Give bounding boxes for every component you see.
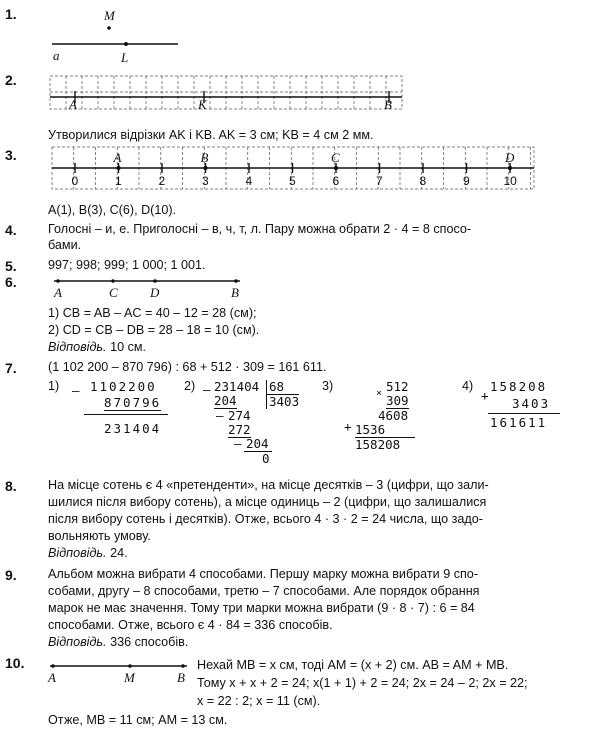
p10-label-b: B bbox=[177, 670, 185, 685]
p7-c3-times: × bbox=[376, 388, 383, 399]
p7-c1-tag: 1) bbox=[48, 379, 60, 393]
p10-line1: Нехай MB = x см, тоді AM = (x + 2) см. AB = AM + MB. bbox=[197, 658, 509, 672]
p7-c3-b: 309 bbox=[386, 393, 409, 408]
p8-line3: після вибору сотень і десятків). Отже, всього 4 · 3 · 2 = 24 числа, що задо- bbox=[48, 512, 483, 526]
p10-line4: Отже, MB = 11 см; AM = 13 см. bbox=[48, 713, 228, 727]
p7-c2-minus3: – bbox=[234, 436, 242, 451]
p3-tick-label: 10 bbox=[503, 174, 517, 188]
p9-answer-label: Відповідь. bbox=[48, 635, 107, 649]
p6-line2: 2) CD = CB – DB = 28 – 18 = 10 (см). bbox=[48, 323, 260, 337]
p6-label-a: A bbox=[54, 285, 62, 300]
p7-c3-p2: 1536 bbox=[355, 422, 386, 437]
p7-c3-plus: + bbox=[344, 419, 352, 434]
problem-8-number: 8. bbox=[5, 478, 17, 494]
p3-point bbox=[508, 166, 512, 170]
p3-tick-label: 4 bbox=[245, 174, 253, 188]
p3-tick-label: 7 bbox=[376, 174, 383, 188]
p3-text: A(1), B(3), C(6), D(10). bbox=[48, 203, 177, 217]
p7-c3-a: 512 bbox=[386, 379, 409, 394]
p7-c1-a: 1102200 bbox=[90, 379, 157, 394]
p7-c4-b: 3403 bbox=[512, 396, 551, 411]
p6-answer-value: 10 см. bbox=[110, 340, 147, 354]
p7-c2-tag: 2) bbox=[184, 379, 196, 393]
p7-c2-s3: 272 bbox=[228, 422, 251, 437]
p9-line1: Альбом можна вибрати 4 способами. Першу марку можна вибрати 9 спо- bbox=[48, 567, 479, 581]
p7-c2-s1: 204 bbox=[214, 393, 237, 408]
p6-label-b: B bbox=[231, 285, 239, 300]
p7-c3-r: 158208 bbox=[355, 437, 401, 452]
p10-line3: x = 22 : 2; x = 11 (см). bbox=[197, 694, 321, 708]
p10-label-a: A bbox=[48, 670, 56, 685]
p7-c4-plus: + bbox=[481, 388, 489, 403]
p7-c2-s2: 274 bbox=[228, 408, 251, 423]
p6-answer-label: Відповідь. bbox=[48, 340, 107, 354]
p1-label-m: M bbox=[104, 8, 115, 23]
p8-line1: На місце сотень є 4 «претенденти», на місце десятків – 3 (цифри, що зали- bbox=[48, 478, 489, 492]
p7-c3-rule bbox=[355, 437, 415, 438]
problem-3-number: 3. bbox=[5, 147, 17, 163]
p8-answer-value: 24. bbox=[110, 546, 128, 560]
p7-c2-dividend: 231404 bbox=[214, 379, 260, 394]
p6-label-c: C bbox=[109, 285, 118, 300]
p1-label-l: L bbox=[121, 50, 129, 65]
p7-c4-r: 161611 bbox=[490, 415, 548, 430]
p9-line3: марок не має значення. Тому три марки можна вибрати (9 · 8 · 7) : 6 = 84 bbox=[48, 601, 475, 615]
p8-answer-label: Відповідь. bbox=[48, 546, 107, 560]
p3-point-label: D bbox=[505, 150, 515, 165]
p5-text: 997; 998; 999; 1 000; 1 001. bbox=[48, 258, 206, 272]
p4-line1: Голосні – и, е. Приголосні – в, ч, т, л. Пару можна обрати 2 · 4 = 8 спосо- bbox=[48, 222, 472, 236]
p3-point bbox=[334, 166, 338, 170]
p7-c2-minus1: – bbox=[203, 382, 211, 397]
p3-point-label: C bbox=[331, 150, 340, 165]
p1-point-m bbox=[107, 26, 111, 30]
p3-point-label: B bbox=[200, 150, 209, 165]
p7-minus-sign: – bbox=[72, 383, 80, 398]
p3-tick-label: 3 bbox=[202, 174, 209, 188]
p4-line2: бами. bbox=[48, 238, 82, 252]
p7-c4-rule bbox=[488, 413, 560, 414]
p3-tick-label: 6 bbox=[332, 174, 340, 188]
p3-point-label: A bbox=[113, 150, 122, 165]
p6-figure bbox=[53, 279, 240, 300]
p6-label-d: D bbox=[150, 285, 160, 300]
p7-c2-minus2: – bbox=[216, 408, 224, 423]
p7-c4-tag: 4) bbox=[462, 379, 474, 393]
p7-expr: (1 102 200 – 870 796) : 68 + 512 · 309 = 161 611. bbox=[48, 360, 327, 374]
p7-c1-b: 870796 bbox=[104, 395, 162, 410]
p2-label-a: A bbox=[69, 97, 77, 112]
p7-c3-p1: 4608 bbox=[378, 408, 409, 423]
p7-c1-r: 231404 bbox=[104, 421, 162, 436]
p9-line4: способами. Отже, всього є 4 · 84 = 336 способів. bbox=[48, 618, 333, 632]
p9-line2: собами, другу – 8 способами, третю – 7 способами. Але порядок обрання bbox=[48, 584, 480, 598]
p3-figure bbox=[52, 147, 534, 189]
p3-tick-label: 1 bbox=[115, 174, 122, 188]
p8-line2: шилися після вибору сотень), а місце одиниць – 2 (цифри, що залишалися bbox=[48, 495, 487, 509]
p7-c3-tag: 3) bbox=[322, 379, 334, 393]
p3-tick-label: 2 bbox=[158, 174, 166, 188]
p1-figure bbox=[52, 8, 178, 65]
p3-tick-label: 5 bbox=[289, 174, 296, 188]
p7-c2-s4: 204 bbox=[246, 436, 269, 451]
problem-5-number: 5. bbox=[5, 258, 17, 274]
problem-10-number: 10. bbox=[5, 655, 25, 671]
p9-answer-value: 336 способів. bbox=[110, 635, 189, 649]
p8-line4: вольняють умову. bbox=[48, 529, 151, 543]
p10-label-m: M bbox=[124, 670, 135, 685]
problem-6-number: 6. bbox=[5, 274, 17, 290]
p7-c2-rem: 0 bbox=[262, 451, 270, 466]
p10-line2: Тому x + x + 2 = 24; x(1 + 1) + 2 = 24; 2x = 24 – 2; 2x = 22; bbox=[197, 676, 528, 690]
p3-tick-label: 8 bbox=[419, 174, 427, 188]
p3-tick-label: 9 bbox=[463, 174, 470, 188]
p2-label-b: B bbox=[384, 97, 392, 112]
p3-point bbox=[116, 166, 120, 170]
p2-figure bbox=[50, 76, 402, 112]
p6-answer bbox=[48, 340, 146, 355]
p7-c4-a: 158208 bbox=[490, 379, 548, 394]
p10-figure bbox=[47, 664, 187, 685]
p2-label-k: K bbox=[198, 97, 207, 112]
p7-c2-divisor: 68 bbox=[266, 380, 284, 394]
p1-point-l bbox=[124, 42, 128, 46]
problem-1-number: 1. bbox=[5, 6, 17, 22]
p8-answer bbox=[48, 546, 128, 561]
problem-4-number: 4. bbox=[5, 222, 17, 238]
p1-label-a: a bbox=[53, 48, 60, 63]
p7-c1-rule bbox=[84, 414, 168, 415]
p2-text: Утворилися відрізки AK і KB. AK = 3 см; KB = 4 см 2 мм. bbox=[48, 128, 374, 142]
p3-point bbox=[203, 166, 207, 170]
problem-7-number: 7. bbox=[5, 360, 17, 376]
p7-c2-quot: 3403 bbox=[266, 394, 299, 409]
p6-line1: 1) CB = AB – AC = 40 – 12 = 28 (см); bbox=[48, 306, 257, 320]
problem-9-number: 9. bbox=[5, 567, 17, 583]
p9-answer bbox=[48, 635, 188, 650]
problem-2-number: 2. bbox=[5, 72, 17, 88]
p3-tick-label: 0 bbox=[71, 174, 79, 188]
